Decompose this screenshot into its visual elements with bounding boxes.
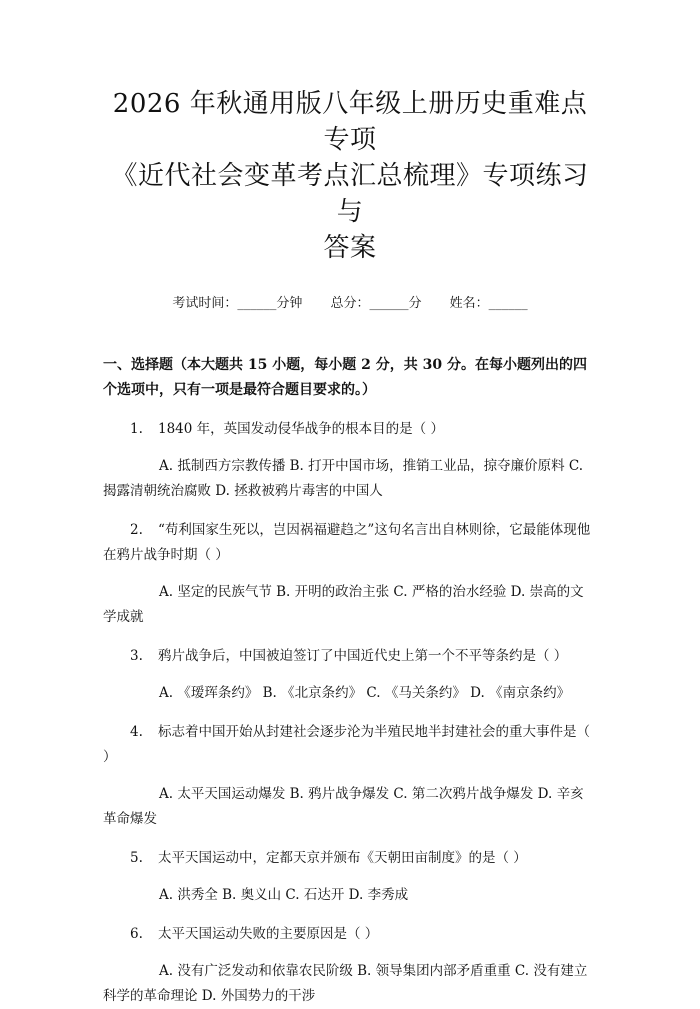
question-options: A. 没有广泛发动和依靠农民阶级 B. 领导集团内部矛盾重重 C. 没有建立科学的革命理论 D. 外国势力的干涉: [103, 963, 588, 1004]
question-options: A. 太平天国运动爆发 B. 鸦片战争爆发 C. 第二次鸦片战争爆发 D. 辛亥革命爆发: [103, 786, 584, 827]
question-stem: [103, 417, 597, 442]
question-text: 太平天国运动中，定都天京并颁布《天朝田亩制度》的是（ ）: [158, 850, 527, 866]
exam-time: 考试时间：______分钟: [172, 296, 303, 311]
title-line-1: 2026 年秋通用版八年级上册历史重难点专项: [112, 89, 588, 155]
section-header: 一、选择题（本大题共 15 小题，每小题 2 分，共 30 分。在每小题列出的四个选项中，只有一项是最符合题目要求的。）: [103, 357, 587, 398]
question-1: [103, 417, 597, 504]
exam-name: 姓名：______: [449, 296, 528, 311]
question-3: [103, 644, 597, 706]
question-number: 5.: [130, 850, 143, 866]
question-options: A. 抵制西方宗教传播 B. 打开中国市场，推销工业品，掠夺廉价原料 C. 揭露清朝统治腐败 D. 拯救被鸦片毒害的中国人: [103, 458, 584, 499]
question-stem: [103, 644, 597, 669]
question-text: “苟利国家生死以，岂因祸福避趋之”这句名言出自林则徐，它最能体现他在鸦片战争时期（ ）: [103, 522, 591, 563]
question-number: 2.: [130, 522, 143, 538]
question-text: 标志着中国开始从封建社会逐步沦为半殖民地半封建社会的重大事件是（ ）: [103, 724, 590, 765]
title-line-3: 答案: [323, 233, 377, 263]
question-5: [103, 846, 597, 908]
question-6: [103, 922, 597, 1009]
question-stem: [103, 922, 597, 947]
question-2: [103, 518, 597, 630]
exam-meta: [103, 292, 597, 311]
question-options: A. 《瑷珲条约》 B. 《北京条约》 C. 《马关条约》 D. 《南京条约》: [159, 685, 571, 701]
question-options: A. 洪秀全 B. 奥义山 C. 石达开 D. 李秀成: [159, 887, 409, 903]
question-number: 3.: [130, 648, 143, 664]
question-stem: [103, 846, 597, 871]
question-text: 太平天国运动失败的主要原因是（ ）: [158, 926, 379, 942]
document-title: [103, 86, 597, 266]
question-number: 1.: [130, 421, 143, 437]
question-text: 鸦片战争后，中国被迫签订了中国近代史上第一个不平等条约是（ ）: [158, 648, 568, 664]
question-stem: [103, 518, 597, 568]
question-text: 1840 年，英国发动侵华战争的根本目的是（ ）: [158, 421, 444, 437]
question-4: [103, 720, 597, 832]
question-stem: [103, 720, 597, 770]
title-line-2: 《近代社会变革考点汇总梳理》专项练习与: [111, 161, 589, 227]
question-number: 6.: [130, 926, 143, 942]
exam-score: 总分：______分: [330, 296, 422, 311]
question-options: A. 坚定的民族气节 B. 开明的政治主张 C. 严格的治水经验 D. 崇高的文学成就: [103, 584, 584, 625]
question-number: 4.: [130, 724, 143, 740]
